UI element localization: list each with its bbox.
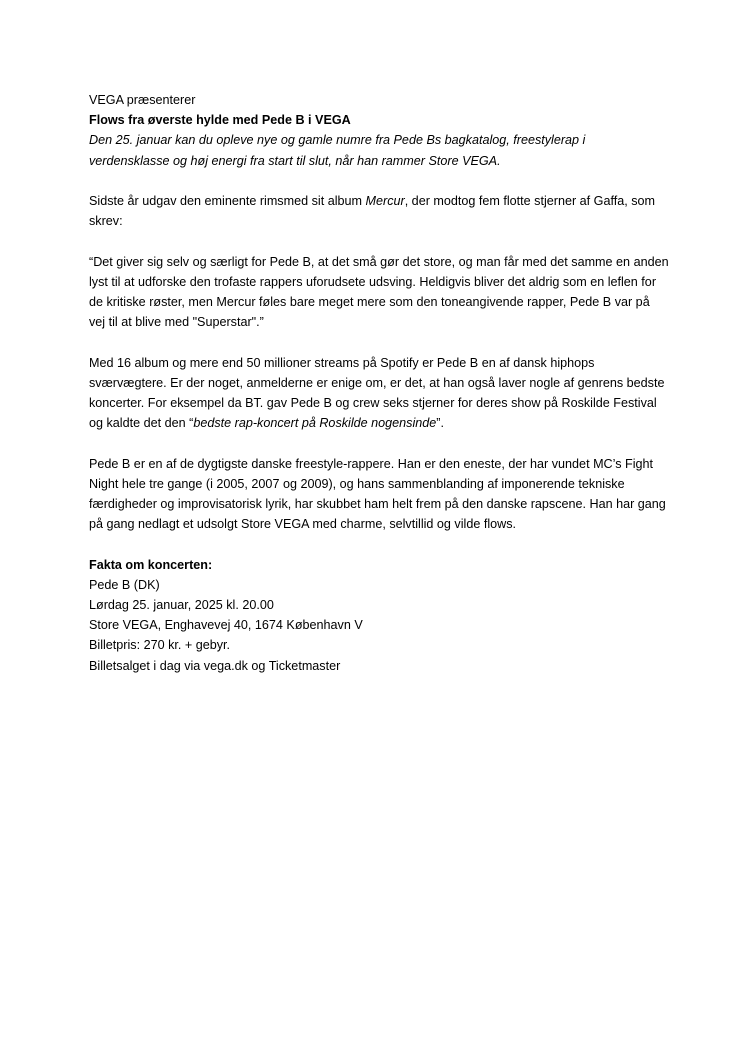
lead-paragraph: Den 25. januar kan du opleve nye og gamle numre fra Pede Bs bagkatalog, freestylerap i verdensklasse og høj energi fra start til slut, når han rammer Store VEGA. [89,133,586,168]
facts-line-venue: Store VEGA, Enghavevej 40, 1674 København V [89,618,363,633]
headline: Flows fra øverste hylde med Pede B i VEGA [89,113,351,128]
paragraph-spacer [89,433,669,453]
paragraph-spacer [89,231,669,251]
bt-quote: bedste rap-koncert på Roskilde nogensinde [193,416,437,431]
review-quote: “Det giver sig selv og særligt for Pede B, at det små gør det store, og man får med det samme en anden lyst til at udforske den trofaste rappers uforudsete udsving. Heldigvis bliver det aldrig som en leflen for de kritiske røster, men Mercur føles bare meget mere som den toneangivende rapper, Pede B var på vej til at blive med "Superstar".” [89,254,669,330]
paragraph-spacer [89,534,669,554]
streams-paragraph-end: ”. [436,416,444,431]
facts-line-artist: Pede B (DK) [89,577,160,592]
album-paragraph-intro: Sidste år udgav den eminente rimsmed sit album [89,194,366,208]
facts-line-price: Billetpris: 270 kr. + gebyr. [89,638,231,653]
presenter-line: VEGA præsenterer [89,93,196,107]
facts-heading: Fakta om koncerten: [89,557,213,572]
paragraph-spacer [89,171,669,191]
streams-paragraph-text: Med 16 album og mere end 50 millioner streams på Spotify er Pede B en af dansk hiphops sværvægtere. Er der noget, anmelderne er enige om, er det, at han også laver nogle af genrens bedste koncerter. For eksempel da BT. gav Pede B og crew seks stjerner for deres show på Roskilde Festival og kaldte det den “ [89,355,665,431]
press-release-body [89,90,669,676]
facts-line-tickets: Billetsalget i dag via vega.dk og Ticketmaster [89,658,341,673]
streams-paragraph [89,353,669,434]
paragraph-spacer [89,332,669,352]
album-title: Mercur [365,194,405,208]
freestyle-paragraph: Pede B er en af de dygtigste danske freestyle-rappere. Han er den eneste, der har vundet MC’s Fight Night hele tre gange (i 2005, 2007 og 2009), og hans sammenblanding af imponerende tekniske færdigheder og improvisatorisk lyrik, har skubbet ham helt frem på den danske rapscene. Han har gang på gang nedlagt et udsolgt Store VEGA med charme, selvtillid og vilde flows. [89,456,666,532]
album-paragraph-end: , der modtog fem flotte stjerner af Gaffa, som skrev: [89,194,656,229]
album-paragraph [89,191,669,231]
facts-line-date: Lørdag 25. januar, 2025 kl. 20.00 [89,598,274,612]
